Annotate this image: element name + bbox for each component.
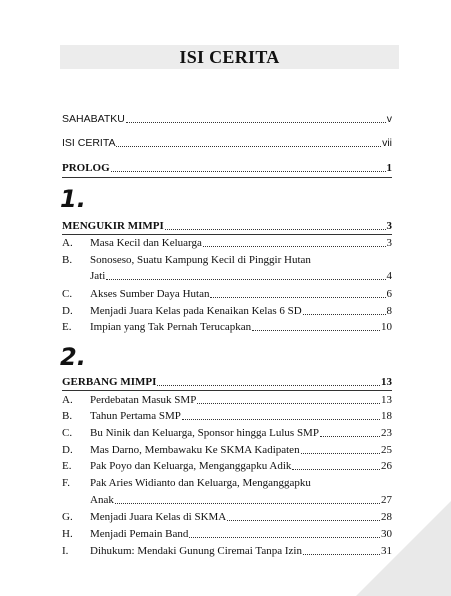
entry-letter: I. bbox=[62, 545, 69, 557]
toc-entry-2b[interactable] bbox=[62, 410, 392, 423]
toc-entry-page: 25 bbox=[381, 444, 392, 456]
toc-entry-page: 10 bbox=[381, 321, 392, 333]
leader-dots bbox=[106, 278, 385, 280]
toc-title-bar bbox=[60, 45, 399, 69]
toc-entry-label: ISI CERITA bbox=[62, 137, 116, 149]
toc-entry-label: Perdebatan Masuk SMP bbox=[90, 394, 197, 406]
toc-entry-page: 8 bbox=[386, 305, 392, 317]
page-title: ISI CERITA bbox=[179, 47, 280, 67]
toc-entry-2f[interactable] bbox=[62, 477, 392, 490]
toc-entry-page: 6 bbox=[386, 288, 392, 300]
entry-letter: G. bbox=[62, 511, 73, 523]
toc-entry-page: 1 bbox=[386, 162, 392, 174]
leader-dots bbox=[116, 145, 381, 147]
chapter-number: 1. bbox=[60, 185, 86, 213]
toc-entry-page: 3 bbox=[386, 220, 392, 232]
toc-entry-label: Sonoseso, Suatu Kampung Kecil di Pinggir Hutan bbox=[90, 254, 311, 266]
toc-entry-page: 23 bbox=[381, 427, 392, 439]
toc-entry-label: Menjadi Juara Kelas di SKMA bbox=[90, 511, 227, 523]
toc-entry-label: Menjadi Pemain Band bbox=[90, 528, 189, 540]
entry-letter: C. bbox=[62, 427, 73, 439]
divider-rule bbox=[62, 177, 392, 178]
toc-entry-2c[interactable] bbox=[62, 427, 392, 440]
toc-entry-page: 26 bbox=[381, 460, 392, 472]
leader-dots bbox=[303, 553, 380, 555]
leader-dots bbox=[252, 329, 380, 331]
toc-entry-page: 13 bbox=[381, 376, 392, 388]
leader-dots bbox=[165, 228, 386, 230]
toc-entry-page: v bbox=[386, 113, 392, 125]
entry-letter: C. bbox=[62, 288, 73, 300]
toc-entry-label-continued: Jati bbox=[90, 270, 106, 282]
toc-entry-page: 4 bbox=[386, 270, 392, 282]
toc-entry-page: 28 bbox=[381, 511, 392, 523]
toc-entry-label: GERBANG MIMPI bbox=[62, 376, 157, 388]
toc-entry-label-continued: Anak bbox=[90, 494, 114, 506]
leader-dots bbox=[301, 452, 380, 454]
toc-entry-page: 30 bbox=[381, 528, 392, 540]
leader-dots bbox=[320, 435, 380, 437]
toc-entry-label: PROLOG bbox=[62, 162, 110, 174]
toc-entry-label: Masa Kecil dan Keluarga bbox=[90, 237, 202, 249]
toc-entry-page: 13 bbox=[381, 394, 392, 406]
entry-letter: B. bbox=[62, 254, 73, 266]
divider-rule bbox=[62, 390, 392, 391]
toc-entry-label: Menjadi Juara Kelas pada Kenaikan Kelas 6 SD bbox=[90, 305, 302, 317]
chapter-number: 2. bbox=[60, 343, 86, 371]
toc-entry-2e[interactable] bbox=[62, 460, 392, 473]
toc-entry-page: 31 bbox=[381, 545, 392, 557]
leader-dots bbox=[189, 536, 380, 538]
toc-entry-label: Bu Ninik dan Keluarga, Sponsor hingga Lulus SMP bbox=[90, 427, 319, 439]
entry-letter: D. bbox=[62, 444, 73, 456]
toc-entry-2d[interactable] bbox=[62, 444, 392, 457]
toc-entry-label: Akses Sumber Daya Hutan bbox=[90, 288, 210, 300]
leader-dots bbox=[126, 121, 386, 123]
leader-dots bbox=[197, 402, 380, 404]
entry-letter: D. bbox=[62, 305, 73, 317]
toc-entry-1d[interactable] bbox=[62, 305, 392, 318]
entry-letter: F. bbox=[62, 477, 70, 489]
toc-entry-label: MENGUKIR MIMPI bbox=[62, 220, 164, 232]
toc-entry-page: 27 bbox=[381, 494, 392, 506]
leader-dots bbox=[303, 313, 386, 315]
toc-entry-page: 3 bbox=[386, 237, 392, 249]
toc-entry-isi-cerita[interactable] bbox=[62, 137, 392, 150]
entry-letter: E. bbox=[62, 321, 72, 333]
leader-dots bbox=[115, 502, 380, 504]
leader-dots bbox=[203, 245, 386, 247]
toc-entry-2i[interactable] bbox=[62, 545, 392, 558]
toc-entry-2h[interactable] bbox=[62, 528, 392, 541]
chapter-heading-1[interactable] bbox=[62, 220, 392, 233]
entry-letter: H. bbox=[62, 528, 73, 540]
toc-entry-label: Pak Aries Widianto dan Keluarga, Menganggapku bbox=[90, 477, 311, 489]
toc-entry-label: Tahun Pertama SMP bbox=[90, 410, 181, 422]
toc-entry-1b-continued[interactable] bbox=[90, 270, 392, 283]
divider-rule bbox=[62, 234, 392, 235]
toc-entry-label: Mas Darno, Membawaku Ke SKMA Kadipaten bbox=[90, 444, 300, 456]
leader-dots bbox=[157, 384, 380, 386]
leader-dots bbox=[111, 170, 386, 172]
toc-entry-1c[interactable] bbox=[62, 288, 392, 301]
entry-letter: B. bbox=[62, 410, 73, 422]
toc-entry-2f-continued[interactable] bbox=[90, 494, 392, 507]
toc-entry-label: Dihukum: Mendaki Gunung Ciremai Tanpa Izin bbox=[90, 545, 302, 557]
toc-entry-sahabatku[interactable] bbox=[62, 113, 392, 126]
leader-dots bbox=[292, 468, 380, 470]
entry-letter: E. bbox=[62, 460, 72, 472]
toc-entry-page: vii bbox=[382, 137, 392, 149]
toc-entry-label: Impian yang Tak Pernah Terucapkan bbox=[90, 321, 252, 333]
leader-dots bbox=[210, 296, 385, 298]
toc-entry-1b[interactable] bbox=[62, 254, 392, 267]
toc-entry-page: 18 bbox=[381, 410, 392, 422]
toc-entry-2g[interactable] bbox=[62, 511, 392, 524]
entry-letter: A. bbox=[62, 394, 73, 406]
toc-entry-1a[interactable] bbox=[62, 237, 392, 250]
toc-entry-label: Pak Poyo dan Keluarga, Menganggapku Adik bbox=[90, 460, 292, 472]
toc-entry-prolog[interactable] bbox=[62, 162, 392, 175]
toc-entry-2a[interactable] bbox=[62, 394, 392, 407]
toc-entry-label: SAHABATKU bbox=[62, 113, 125, 125]
chapter-heading-2[interactable] bbox=[62, 376, 392, 389]
leader-dots bbox=[227, 519, 380, 521]
leader-dots bbox=[182, 418, 380, 420]
toc-entry-1e[interactable] bbox=[62, 321, 392, 334]
entry-letter: A. bbox=[62, 237, 73, 249]
